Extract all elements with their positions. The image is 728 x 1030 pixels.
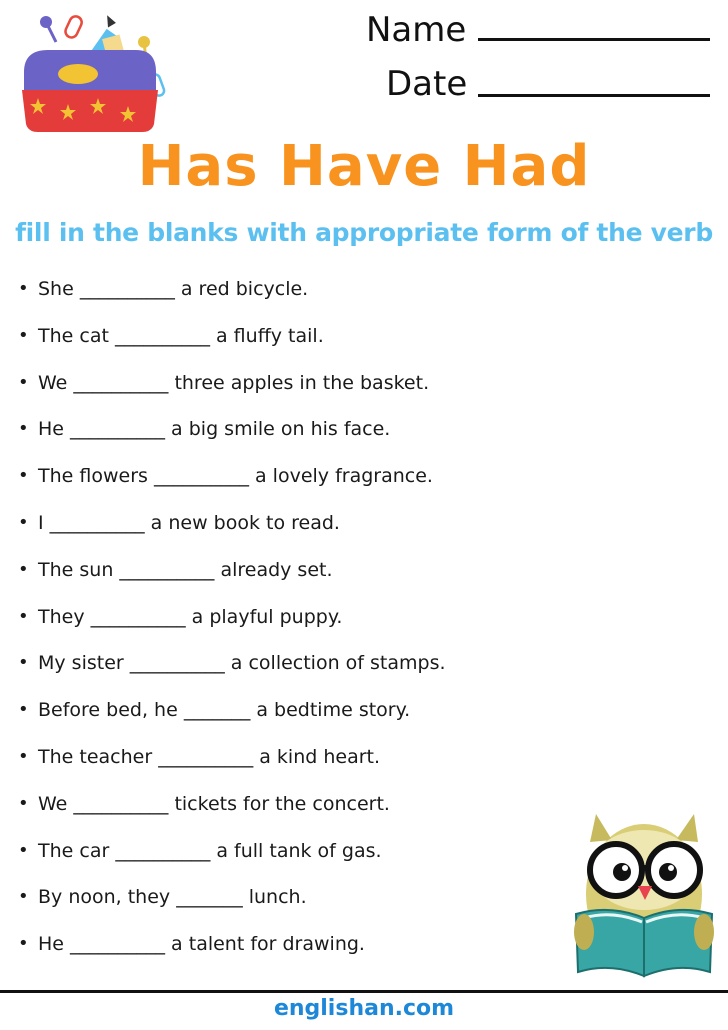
bullet-icon: • (18, 886, 29, 908)
name-label: Name (366, 10, 467, 50)
name-field-line[interactable] (478, 38, 710, 41)
question-item (18, 880, 578, 927)
date-field-line[interactable] (478, 94, 710, 97)
bullet-icon: • (18, 605, 29, 627)
bullet-icon: • (18, 558, 29, 580)
question-text: He __________ a talent for drawing. (38, 933, 365, 956)
question-text: The car __________ a full tank of gas. (38, 839, 382, 862)
pencil-case-icon (16, 14, 166, 136)
question-text: We __________ three apples in the basket. (38, 371, 430, 394)
footer-site-link[interactable]: englishan.com (273, 996, 455, 1021)
question-text: By noon, they _______ lunch. (38, 886, 307, 909)
bullet-icon: • (18, 324, 29, 346)
question-item (18, 600, 578, 647)
question-item (18, 646, 578, 693)
instructions-subtitle: fill in the blanks with appropriate form of the verb (15, 218, 713, 247)
question-text: She __________ a red bicycle. (38, 278, 309, 300)
question-text: The cat __________ a fluffy tail. (38, 324, 324, 347)
question-item (18, 506, 578, 553)
question-text: I __________ a new book to read. (38, 511, 340, 534)
question-list (18, 272, 578, 974)
question-item (18, 787, 578, 834)
bullet-icon: • (18, 745, 29, 767)
question-text: The teacher __________ a kind heart. (38, 745, 381, 768)
question-text: They __________ a playful puppy. (38, 605, 343, 628)
bullet-icon: • (18, 511, 29, 533)
footer-divider (0, 990, 728, 993)
bullet-icon: • (18, 465, 29, 487)
bullet-icon: • (18, 933, 29, 955)
question-text: He __________ a big smile on his face. (38, 418, 391, 441)
bullet-icon: • (18, 839, 29, 861)
question-text: My sister __________ a collection of stamps. (38, 652, 446, 675)
question-item (18, 366, 578, 413)
question-item (18, 412, 578, 459)
question-item (18, 740, 578, 787)
bullet-icon: • (18, 418, 29, 440)
bullet-icon: • (18, 278, 29, 299)
question-item (18, 927, 578, 974)
bullet-icon: • (18, 699, 29, 721)
date-label: Date (386, 64, 468, 104)
question-item (18, 272, 578, 319)
reading-owl-icon (572, 796, 718, 984)
bullet-icon: • (18, 792, 29, 814)
question-text: The sun __________ already set. (38, 558, 333, 581)
question-text: We __________ tickets for the concert. (38, 792, 390, 815)
bullet-icon: • (18, 371, 29, 393)
page-title: Has Have Had (137, 134, 591, 199)
question-item (18, 459, 578, 506)
question-text: The flowers __________ a lovely fragrance. (38, 465, 433, 488)
question-item (18, 553, 578, 600)
question-item (18, 319, 578, 366)
question-item (18, 693, 578, 740)
question-item (18, 834, 578, 881)
question-text: Before bed, he _______ a bedtime story. (38, 699, 411, 722)
bullet-icon: • (18, 652, 29, 674)
